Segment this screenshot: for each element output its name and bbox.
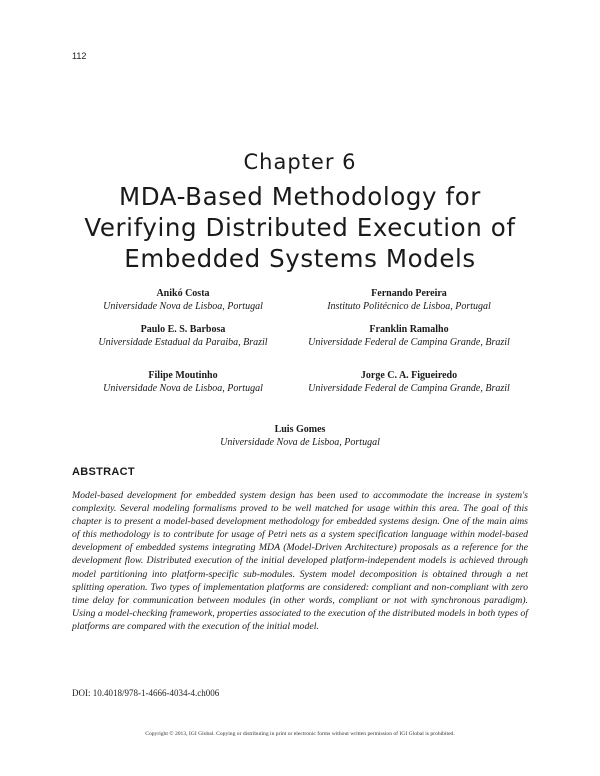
chapter-title: MDA-Based Methodology for Verifying Distributed Execution of Embedded Systems Models <box>84 182 516 273</box>
chapter-label: Chapter 6 <box>243 150 357 174</box>
author-block <box>78 370 288 395</box>
author-block <box>304 288 514 313</box>
author-name: Luis Gomes <box>274 424 326 435</box>
doi: DOI: 10.4018/978-1-4666-4034-4.ch006 <box>72 688 220 698</box>
author-name: Anikó Costa <box>156 288 210 299</box>
author-block <box>78 324 288 349</box>
author-affiliation: Universidade Federal de Campina Grande, Brazil <box>308 382 510 394</box>
author-name: Jorge C. A. Figueiredo <box>360 370 458 381</box>
author-name: Filipe Moutinho <box>148 370 218 381</box>
author-affiliation: Instituto Politécnico de Lisboa, Portugal <box>327 300 491 312</box>
author-block <box>304 370 514 395</box>
author-name: Fernando Pereira <box>371 288 447 299</box>
copyright-notice: Copyright © 2013, IGI Global. Copying or distributing in print or electronic forms without written permission of IGI Global is prohibited. <box>145 731 455 737</box>
author-affiliation: Universidade Estadual da Paraiba, Brazil <box>98 336 268 348</box>
author-affiliation: Universidade Federal de Campina Grande, Brazil <box>308 336 510 348</box>
author-affiliation: Universidade Nova de Lisboa, Portugal <box>220 436 380 448</box>
author-affiliation: Universidade Nova de Lisboa, Portugal <box>103 382 263 394</box>
author-name: Franklin Ramalho <box>369 324 449 335</box>
abstract-heading: ABSTRACT <box>72 466 135 478</box>
author-block <box>78 288 288 313</box>
page-number: 112 <box>72 51 87 61</box>
author-block <box>195 424 405 449</box>
abstract-text: Model-based development for embedded system design has been used to accommodate the increase in system's complexity. Several modeling formalisms proved to be well matched for usage within this area. The goal of this chapter is to present a model-based development methodology for embedded systems design. One of the main aims of this methodology is to contribute for usage of Petri nets as a system specification language within model-based development of embedded systems integrating MDA (Model-Driven Architecture) proposals as a reference for the development flow. Distributed execution of the initial developed platform-independent models is achieved through model partitioning into platform-specific sub-modules. System model decomposition is obtained through a net splitting operation. Two types of implementation platforms are considered: compliant and non-compliant with zero time delay for communication between modules (in other words, compliant or not with synchronous paradigm). Using a model-checking framework, properties associated to the execution of the distributed models in both types of platforms are compared with the execution of the initial model. <box>72 490 528 632</box>
author-block <box>304 324 514 349</box>
author-name: Paulo E. S. Barbosa <box>140 324 226 335</box>
author-affiliation: Universidade Nova de Lisboa, Portugal <box>103 300 263 312</box>
